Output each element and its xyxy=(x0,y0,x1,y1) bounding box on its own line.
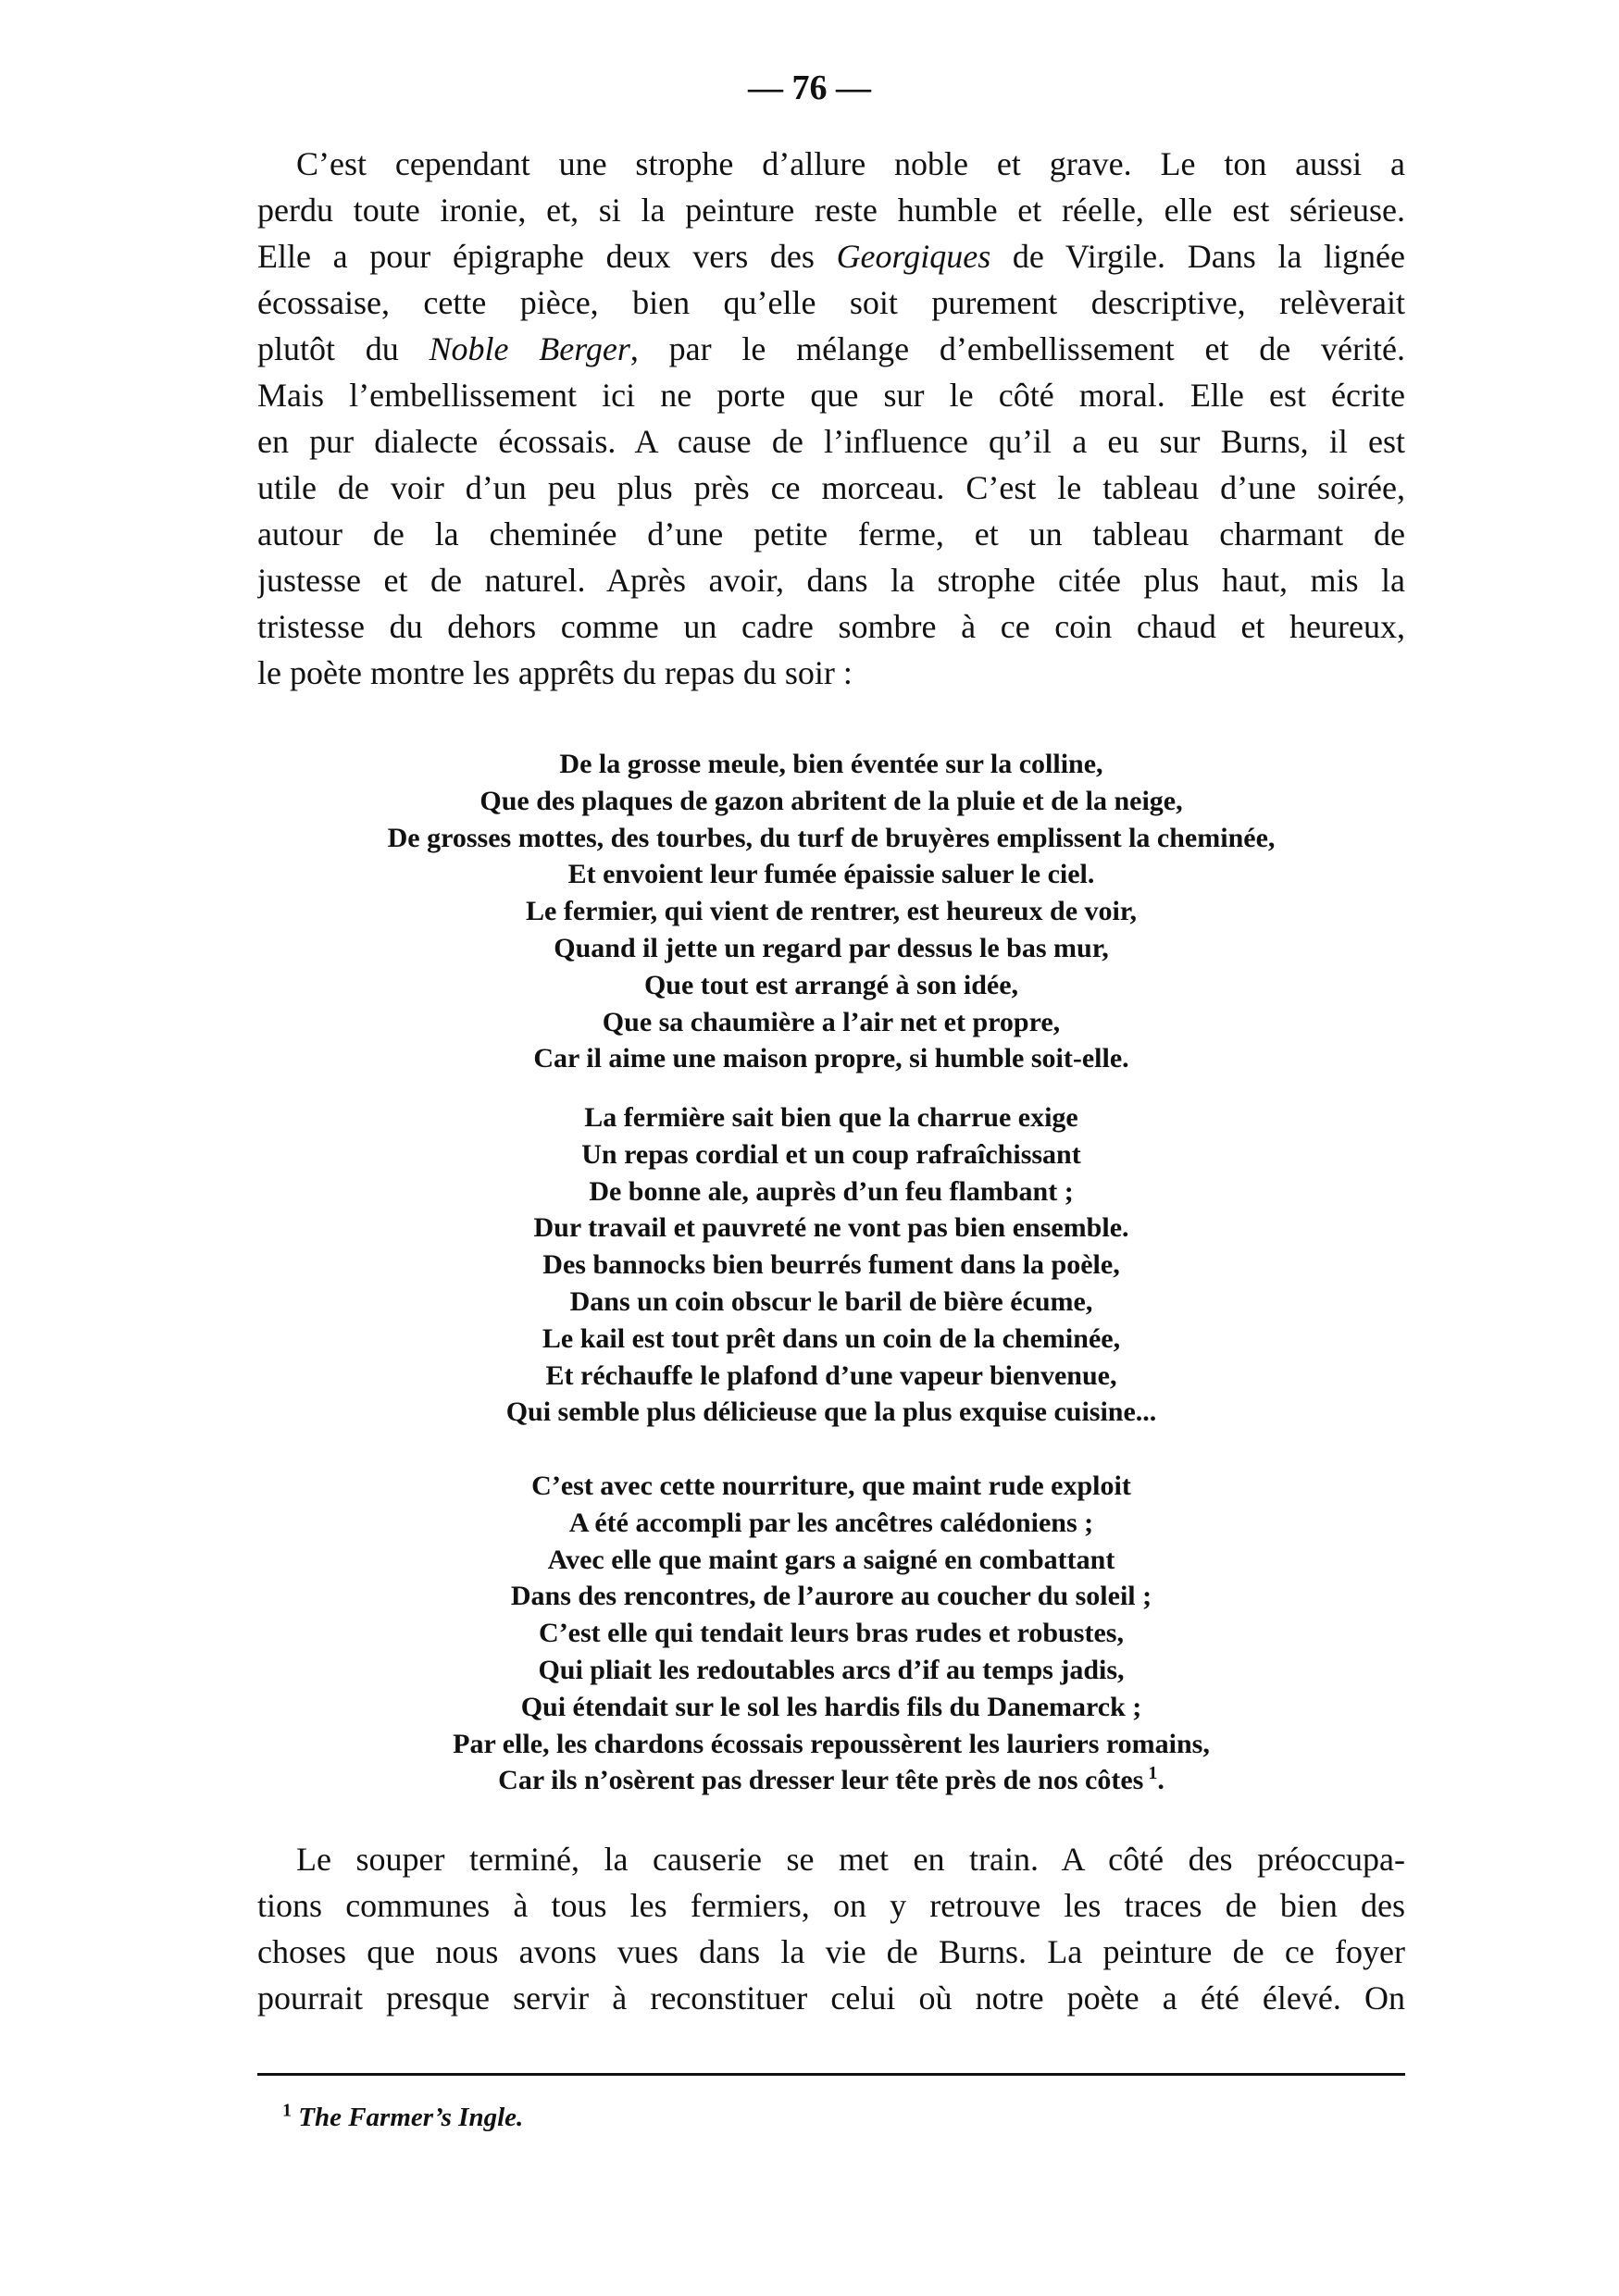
text-line: utile de voir d’un peu plus près ce morceau. C’est le tableau d’une soirée, xyxy=(257,469,1405,506)
poem-verse: Que des plaques de gazon abritent de la pluie et de la neige, xyxy=(479,785,1183,816)
poem-verse: Que sa chaumière a l’air net et propre, xyxy=(602,1006,1061,1037)
text-line: tions communes à tous les fermiers, on y retrouve les traces de bien des xyxy=(257,1887,1405,1924)
poem-verse: La fermière sait bien que la charrue exige xyxy=(584,1102,1078,1133)
poem-verse: Des bannocks bien beurrés fument dans la poèle, xyxy=(542,1249,1120,1281)
paragraph-1 xyxy=(257,141,1405,696)
poem-verse: Avec elle que maint gars a saigné en combattant xyxy=(547,1544,1115,1575)
poem-verse: Le kail est tout prêt dans un coin de la cheminée, xyxy=(542,1322,1121,1354)
footnote-text: The Farmer’s Ingle. xyxy=(298,2103,524,2132)
text-line: le poète montre les apprêts du repas du soir : xyxy=(257,654,853,691)
text-line: écossaise, cette pièce, bien qu’elle soit purement descriptive, relèverait xyxy=(257,284,1405,321)
paragraph-2 xyxy=(257,1836,1405,2021)
poem-verse: De bonne ale, auprès d’un feu flambant ; xyxy=(589,1175,1074,1207)
poem-verse: Le fermier, qui vient de rentrer, est heureux de voir, xyxy=(526,896,1137,927)
page-number: — 76 — xyxy=(748,68,871,107)
poem-verse: Par elle, les chardons écossais repoussèrent les lauriers romains, xyxy=(453,1728,1210,1759)
footnote-reference[interactable]: 1 xyxy=(1143,1763,1158,1784)
poem-verse: Un repas cordial et un coup rafraîchissant xyxy=(581,1138,1081,1170)
poem-verse: Dans des rencontres, de l’aurore au coucher du soleil ; xyxy=(510,1581,1152,1612)
text-line: justesse et de naturel. Après avoir, dans la strophe citée plus haut, mis la xyxy=(257,562,1405,599)
poem-verse: A été accompli par les ancêtres calédoniens ; xyxy=(568,1507,1094,1538)
poem-verse: Que tout est arrangé à son idée, xyxy=(643,969,1019,1000)
poem-verse: Car ils n’osèrent pas dresser leur tête près de nos côtes $^1$. xyxy=(498,1763,1164,1796)
poem-verse: C’est elle qui tendait leurs bras rudes et robustes, xyxy=(539,1618,1124,1649)
poem-verse: Qui pliait les redoutables arcs d’if au temps jadis, xyxy=(538,1654,1125,1685)
poem-stanza-2 xyxy=(257,1099,1405,1431)
text-line: perdu toute ironie, et, si la peinture reste humble et réelle, elle est sérieuse. xyxy=(257,192,1405,229)
poem-verse: Car il aime une maison propre, si humble soit-elle. xyxy=(533,1043,1129,1074)
poem-stanza-1 xyxy=(257,746,1405,1077)
footnote xyxy=(282,2099,523,2136)
poem-stanza-3 xyxy=(257,1468,1405,1799)
text-line: Elle a pour épigraphe deux vers des Georgiques de Virgile. Dans la lignée xyxy=(257,238,1405,275)
text-line: C’est cependant une strophe d’allure noble et grave. Le ton aussi a xyxy=(296,145,1405,182)
poem-verse: Dur travail et pauvreté ne vont pas bien ensemble. xyxy=(533,1212,1129,1244)
text-line: tristesse du dehors comme un cadre sombre à ce coin chaud et heureux, xyxy=(257,608,1405,645)
poem-verse: Qui semble plus délicieuse que la plus exquise cuisine... xyxy=(505,1396,1157,1428)
poem-verse: Quand il jette un regard par dessus le bas mur, xyxy=(554,932,1109,963)
poem-verse: C’est avec cette nourriture, que maint rude exploit xyxy=(531,1471,1131,1501)
poem-verse: Qui étendait sur le sol les hardis fils du Danemarck ; xyxy=(520,1691,1142,1722)
text-line: autour de la cheminée d’une petite ferme, et un tableau charmant de xyxy=(257,515,1405,552)
poem-verse: Et réchauffe le plafond d’une vapeur bienvenue, xyxy=(545,1359,1117,1391)
footnote-divider xyxy=(257,2073,1405,2076)
text-line: Le souper terminé, la causerie se met en train. A côté des préoccupa- xyxy=(296,1841,1405,1878)
text-line: plutôt du Noble Berger, par le mélange d’embellissement et de vérité. xyxy=(257,330,1405,367)
poem-verse: Dans un coin obscur le baril de bière écume, xyxy=(569,1285,1093,1317)
text-line: choses que nous avons vues dans la vie de Burns. La peinture de ce foyer xyxy=(257,1933,1405,1970)
text-line: pourrait presque servir à reconstituer celui où notre poète a été élevé. On xyxy=(257,1980,1405,2017)
poem-verse: Et envoient leur fumée épaissie saluer le ciel. xyxy=(567,859,1095,890)
poem-verse: De la grosse meule, bien éventée sur la colline, xyxy=(559,749,1103,779)
text-line: en pur dialecte écossais. A cause de l’influence qu’il a eu sur Burns, il est xyxy=(257,423,1405,460)
footnote-marker: 1 xyxy=(282,2100,292,2121)
poem-verse: De grosses mottes, des tourbes, du turf de bruyères emplissent la cheminée, xyxy=(387,822,1276,853)
text-line: Mais l’embellissement ici ne porte que sur le côté moral. Elle est écrite xyxy=(257,377,1405,414)
